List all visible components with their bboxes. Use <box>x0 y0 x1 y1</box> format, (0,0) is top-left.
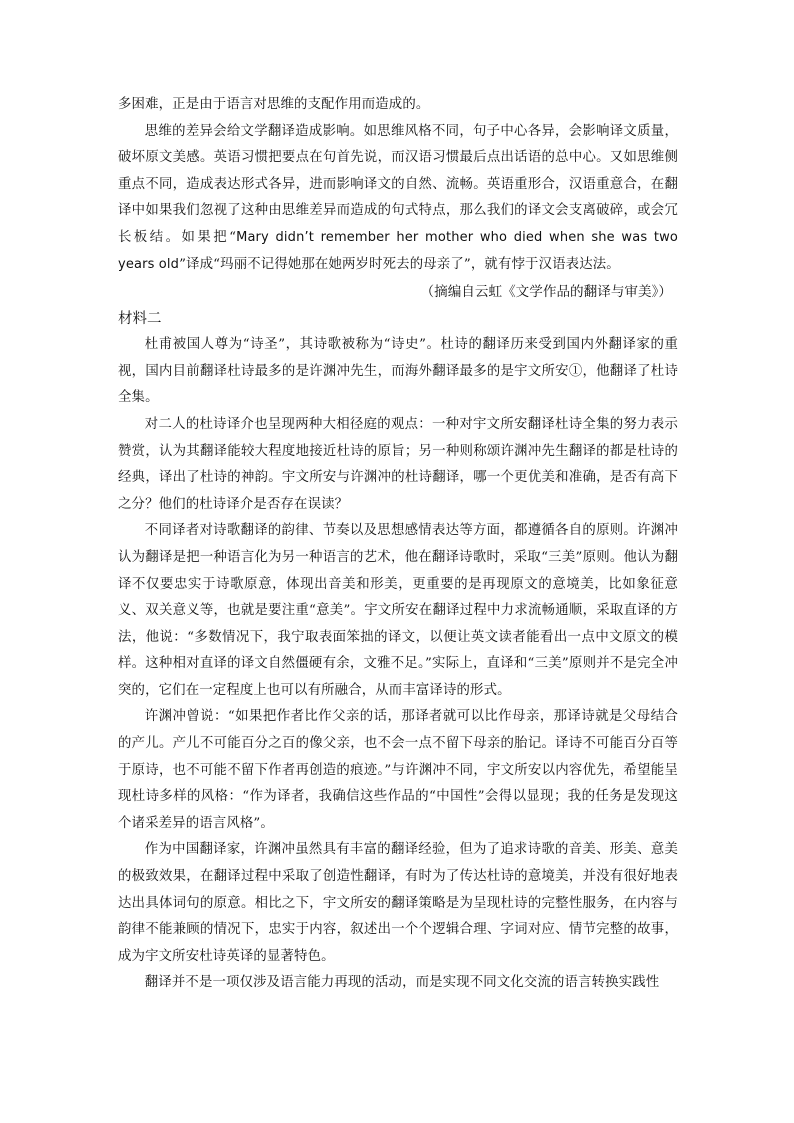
paragraph-two-views: 对二人的杜诗译介也呈现两种大相径庭的观点：一种对宇文所安翻译杜诗全集的努力表示赞赏，认为其翻译能较大程度地接近杜诗的原旨；另一种则称颂许渊冲先生翻译的都是杜诗的经典，译出了杜诗的神韵。宇文所安与许渊冲的杜诗翻译，哪一个更优美和准确，是否有高下之分？他们的杜诗译介是否存在误读？ <box>118 416 678 512</box>
paragraph-continuation: 多困难，正是由于语言对思维的支配作用而造成的。 <box>118 97 430 112</box>
paragraph-translation-culture: 翻译并不是一项仅涉及语言能力再现的活动，而是实现不同文化交流的语言转换实践性 <box>144 975 660 991</box>
paragraph-thinking-difference: 思维的差异会给文学翻译造成影响。如思维风格不同，句子中心各异，会影响译文质量，破坏原文美感。英语习惯把要点在句首先说，而汉语习惯最后点出话语的总中心。又如思维侧重点不同，造成表达形式各异，进而影响译文的自然、流畅。英语重形合，汉语重意合，在翻译中如果我们忽视了这种由思维差异而造成的句式特点，那么我们的译文会支离破碎，或会冗长板结。如果把“Mary didn’t remember her mother who died when she was two years old”译成“玛丽不记得她那在她两岁时死去的母亲了”，就有悖于汉语表达法。 <box>118 123 678 272</box>
paragraph-translation-principles: 不同译者对诗歌翻译的韵律、节奏以及思想感情表达等方面，都遵循各自的原则。许渊冲认为翻译是把一种语言化为另一种语言的艺术，他在翻译诗歌时，采取“三美”原则。他认为翻译不仅要忠实于诗歌原意，体现出音美和形美，更重要的是再现原文的意境美，比如象征意义、双关意义等，也就是要注重“意美”。宇文所安在翻译过程中力求流畅通顺，采取直译的方法，他说：“多数情况下，我宁取表面笨拙的译文，以便让英文读者能看出一点中文原文的模样。这种相对直译的译文自然僵硬有余，文雅不足。”实际上，直译和“三美”原则并不是完全冲突的，它们在一定程度上也可以有所融合，从而丰富译诗的形式。 <box>118 523 678 698</box>
english-example-sentence: Mary didn’t remember her mother who died when she was two years old <box>118 229 678 272</box>
source-citation: （摘编自云虹《文学作品的翻译与审美》） <box>420 284 672 301</box>
paragraph-xu-quote: 许渊冲曾说：“如果把作者比作父亲的话，那译者就可以比作母亲，那译诗就是父母结合的产儿。产儿不可能百分之百的像父亲，也不会一点不留下母亲的胎记。译诗不可能百分百等于原诗，也不可能不留下作者再创造的痕迹。”与许渊冲不同，宇文所安以内容优先，希望能呈现杜诗多样的风格：“作为译者，我确信这些作品的“中国性”会得以显现；我的任务是发现这个诸采差异的语言风格”。 <box>118 709 678 831</box>
document-page <box>118 92 678 997</box>
paragraph-dufu-intro: 杜甫被国人尊为“诗圣”，其诗歌被称为“诗史”。杜诗的翻译历来受到国内外翻译家的重视，国内目前翻译杜诗最多的是许渊冲先生，而海外翻译最多的是宇文所安①，他翻译了杜诗全集。 <box>118 337 678 406</box>
paragraph-comparison: 作为中国翻译家，许渊冲虽然具有丰富的翻译经验，但为了追求诗歌的音美、形美、意美的极致效果，在翻译过程中采取了创造性翻译，有时为了传达杜诗的意境美，并没有很好地表达出具体词句的原意。相比之下，宇文所安的翻译策略是为呈现杜诗的完整性服务，在内容与韵律不能兼顾的情况下，忠实于内容，叙述出一个个逻辑合理、字词对应、情节完整的故事，成为宇文所安杜诗英译的显著特色。 <box>118 842 678 964</box>
section-title-material-2: 材料二 <box>118 311 162 328</box>
